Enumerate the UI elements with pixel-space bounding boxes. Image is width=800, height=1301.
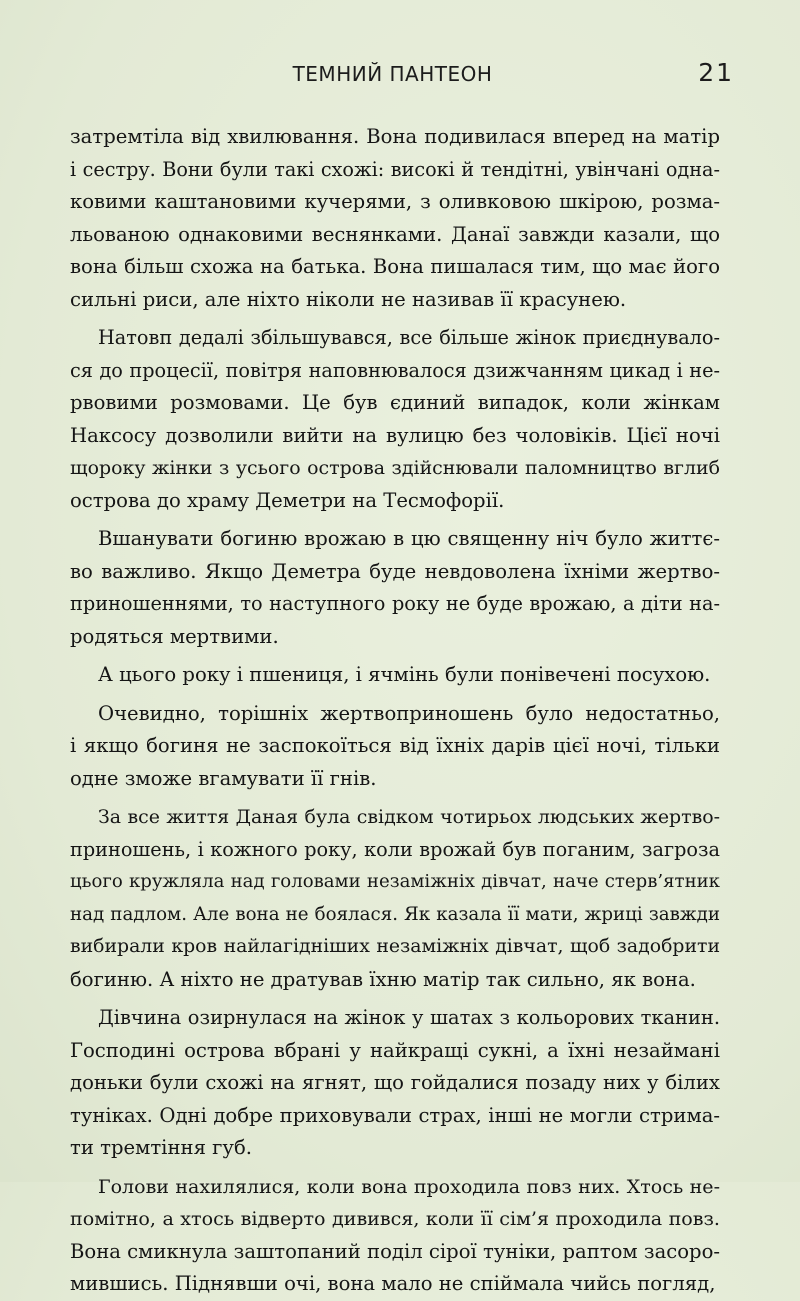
text-line: ся до процесії, повітря наповнювалося дзижчанням цикад і не- (70, 358, 720, 382)
page-number: 21 (698, 58, 734, 87)
text-line: над падлом. Але вона не боялася. Як казала її мати, жриці завжди (70, 903, 720, 925)
text-line: і сестру. Вони були такі схожі: високі й тендітні, увінчані одна- (70, 157, 720, 181)
paragraph (70, 698, 720, 796)
text-line: льованою однаковими веснянками. Данаї завжди казали, що (70, 222, 720, 246)
text-line: Господині острова вбрані у найкращі сукні, а їхні незаймані (70, 1038, 720, 1062)
running-title: ТЕМНИЙ ПАНТЕОН (292, 62, 493, 86)
text-line: одне зможе вгамувати її гнів. (70, 766, 377, 790)
text-line: родяться мертвими. (70, 624, 279, 648)
text-line: Голови нахилялися, коли вона проходила повз них. Хтось не- (98, 1175, 720, 1198)
text-line: ковими каштановими кучерями, з оливковою шкірою, розма- (70, 190, 720, 213)
text-line: затремтіла від хвилювання. Вона подивилася вперед на матір (70, 125, 720, 148)
text-line: во важливо. Якщо Деметра буде невдоволена їхніми жертво- (70, 559, 720, 583)
text-line: Вшанувати богиню врожаю в цю священну ніч було життє- (98, 527, 720, 550)
text-line: вона більш схожа на батька. Вона пишалася тим, що має його (70, 255, 720, 278)
paragraph (70, 801, 720, 996)
text-line: приношеннями, то наступного року не буде врожаю, а діти на- (70, 592, 720, 615)
paragraph (70, 1171, 720, 1301)
text-line: Натовп дедалі збільшувався, все більше жінок приєднувало- (98, 326, 720, 349)
text-line: сильні риси, але ніхто ніколи не називав її красунею. (70, 287, 627, 311)
text-line: ти тремтіння губ. (70, 1136, 252, 1159)
text-line: приношень, і кожного року, коли врожай був поганим, загроза (70, 837, 720, 861)
text-line: Дівчина озирнулася на жінок у шатах з кольорових тканин. (98, 1006, 720, 1029)
paragraph (70, 523, 720, 653)
body-text (70, 121, 720, 1301)
text-line: Вона смикнула заштопаний поділ сірої туніки, раптом засоро- (70, 1239, 720, 1263)
text-line: богиню. А ніхто не дратував їхню матір так сильно, як вона. (70, 967, 696, 991)
running-head (0, 58, 800, 98)
paragraph (70, 121, 720, 316)
text-line: рвовими розмовами. Це був єдиний випадок, коли жінкам (70, 391, 720, 414)
text-line: острова до храму Деметри на Тесмофорії. (70, 488, 505, 512)
text-line: За все життя Даная була свідком чотирьох людських жертво- (98, 806, 720, 828)
text-line: цього кружляла над головами незаміжніх дівчат, наче стерв’ятник (70, 871, 720, 892)
paragraph (70, 1002, 720, 1165)
text-line: вибирали кров найлагідніших незаміжніх дівчат, щоб задобрити (70, 936, 720, 957)
text-line: помітно, а хтось відверто дивився, коли її сім’я проходила повз. (70, 1207, 720, 1230)
text-line: доньки були схожі на ягнят, що гойдалися позаду них у білих (70, 1071, 720, 1094)
text-line: і якщо богиня не заспокоїться від їхніх дарів цієї ночі, тільки (70, 734, 720, 757)
paragraph (70, 659, 720, 692)
text-line: щороку жінки з усього острова здійснювали паломництво вглиб (70, 457, 720, 479)
text-line: А цього року і пшениця, і ячмінь були понівечені посухою. (98, 663, 711, 686)
text-line: Очевидно, торішніх жертвоприношень було недостатньо, (98, 701, 720, 725)
text-line: Наксосу дозволили вийти на вулицю без чоловіків. Цієї ночі (70, 423, 720, 447)
text-line: мившись. Піднявши очі, вона мало не спіймала чийсь погляд, (70, 1272, 716, 1295)
text-line: туніках. Одні добре приховували страх, інші не могли стрима- (70, 1103, 720, 1127)
paragraph (70, 322, 720, 517)
